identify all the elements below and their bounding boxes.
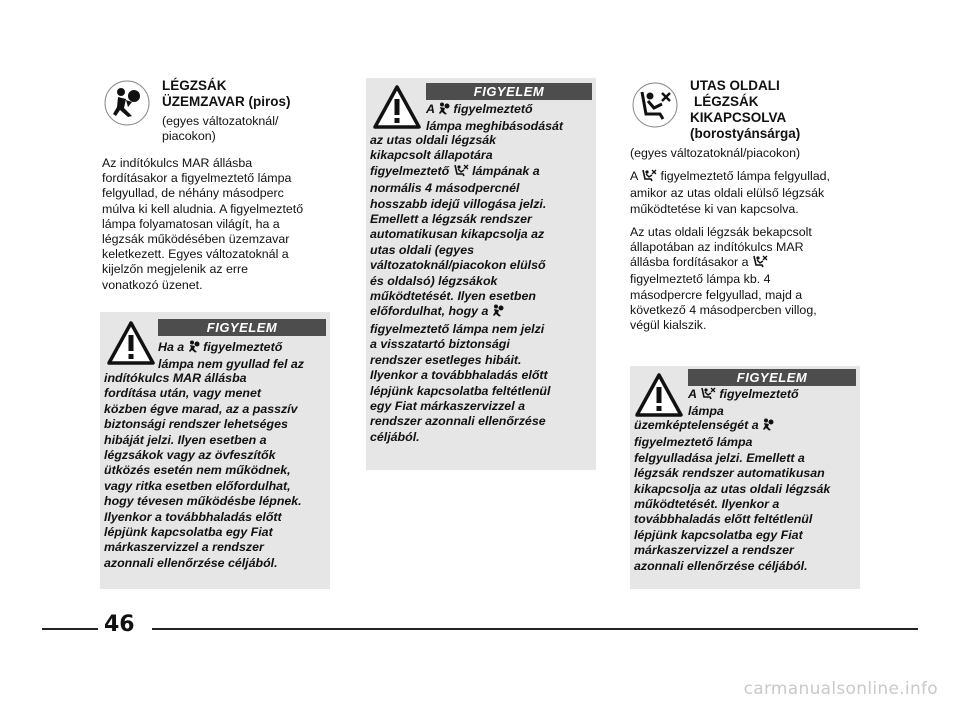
warning-line: ütközés esetén nem működnek,	[104, 463, 291, 478]
body-line: A	[630, 169, 638, 184]
warning-line: légzsák rendszer automatikusan	[634, 466, 825, 481]
warning-line: A	[426, 102, 435, 116]
warning-line: lámpának a	[472, 163, 540, 178]
warning-line: működtetését. Ilyenkor a	[634, 497, 780, 512]
warning-line: lámpa nem gyullad fel az	[158, 357, 304, 372]
warning-line: lámpa	[688, 404, 724, 419]
warning-line: Ilyenkor a továbbhaladás előtt	[370, 368, 548, 383]
body-line: múlva ki kell aludnia. A figyelmeztető	[102, 201, 304, 216]
title-line: KIKAPCSOLVA	[690, 110, 787, 125]
warning-line: lámpa meghibásodását	[426, 119, 564, 134]
warning-text-continued	[104, 371, 328, 571]
body-line: működtetése ki van kapcsolva.	[630, 201, 799, 216]
warning-box-left	[100, 312, 330, 589]
warning-line: azonnali ellenőrzése céljából.	[104, 555, 278, 570]
warning-line: normális 4 másodpercnél	[370, 181, 520, 196]
warning-line: figyelmeztető	[370, 163, 450, 178]
warning-line: felgyulladása jelzi. Emellett a	[634, 450, 805, 465]
warning-header: FIGYELEM	[158, 319, 326, 336]
body-line: légzsák működésében üzemzavar	[102, 232, 290, 247]
airbag-failure-icon	[492, 304, 504, 321]
passenger-airbag-off-icon	[453, 164, 469, 181]
subtitle-line: piacokon)	[162, 129, 216, 144]
warning-triangle-icon	[106, 320, 156, 366]
warning-line: utas oldali (egyes	[370, 242, 474, 257]
title-line: LÉGZSÁK	[694, 94, 759, 109]
passenger-airbag-off-icon	[632, 82, 678, 128]
airbag-failure-icon	[188, 340, 200, 357]
airbag-failure-icon	[104, 80, 150, 126]
warning-line: céljából.	[370, 429, 420, 444]
body-line: Az indítókulcs MAR állásba	[102, 156, 253, 170]
warning-line: lépjünk kapcsolatba feltétlenül	[370, 383, 551, 398]
warning-line: rendszer azonnali ellenőrzése	[370, 414, 546, 429]
page-number: 46	[104, 612, 135, 637]
warning-line: Emellett a légzsák rendszer	[370, 212, 532, 227]
warning-text-continued	[634, 418, 858, 574]
warning-line: azonnali ellenőrzése céljából.	[634, 558, 808, 573]
body-line: figyelmeztető lámpa kb. 4	[630, 272, 771, 287]
warning-line: rendszer esetleges hibáit.	[370, 352, 522, 367]
warning-line: automatikusan kikapcsolja az	[370, 227, 545, 242]
warning-line: kikapcsolja az utas oldali légzsák	[634, 481, 831, 496]
warning-line: hibáját jelzi. Ilyen esetben a	[104, 432, 267, 447]
title-line: (borostyánsárga)	[690, 126, 801, 141]
body-line: állapotában az indítókulcs MAR	[630, 240, 804, 255]
body-line: másodpercre felgyullad, majd a	[630, 287, 803, 302]
warning-line: fordítása után, vagy menet	[104, 386, 261, 401]
body-line: figyelmeztető lámpa felgyullad,	[660, 169, 830, 184]
warning-line: márkaszervizzel a rendszer	[634, 543, 794, 558]
airbag-failure-body	[102, 156, 342, 293]
warning-text	[688, 387, 858, 420]
body-line: kijelzőn megjelenik az erre	[102, 262, 249, 277]
airbag-failure-subtitle	[162, 114, 278, 144]
warning-triangle-icon	[372, 84, 422, 130]
title-line: UTAS OLDALI	[690, 78, 780, 93]
warning-line: működtetését. Ilyen esetben	[370, 289, 536, 304]
warning-line: az utas oldali légzsák	[370, 133, 497, 147]
warning-text-continued	[370, 133, 594, 445]
warning-line: közben égve marad, az a passzív	[104, 401, 298, 416]
warning-line: vagy ritka esetben előfordulhat,	[104, 478, 291, 493]
warning-line: figyelmeztető lámpa nem jelzi	[370, 321, 545, 336]
warning-line: indítókulcs MAR állásba	[104, 371, 247, 385]
warning-header: FIGYELEM	[426, 83, 592, 100]
subtitle: (egyes változatoknál/piacokon)	[630, 146, 801, 160]
warning-line: változatoknál/piacokon elülső	[370, 258, 546, 273]
passenger-airbag-off-icon	[752, 255, 768, 272]
warning-line: lépjünk kapcsolatba egy Fiat	[634, 527, 803, 542]
body-line: keletkezett. Egyes változatoknál a	[102, 247, 289, 262]
warning-text	[158, 340, 328, 373]
warning-line: Ha a	[158, 340, 185, 354]
warning-triangle-icon	[634, 372, 684, 418]
body-line: lámpa folyamatosan világít, ha a	[102, 216, 280, 231]
airbag-failure-title	[162, 78, 291, 110]
body-line: vonatkozó üzenet.	[102, 277, 203, 292]
warning-line: a visszatartó biztonsági	[370, 337, 510, 352]
warning-line: figyelmeztető	[719, 387, 799, 401]
title-line: ÜZEMZAVAR	[162, 94, 245, 109]
warning-line: márkaszervizzel a rendszer	[104, 540, 264, 555]
warning-line: előfordulhat, hogy a	[370, 304, 489, 319]
airbag-failure-icon	[438, 102, 450, 119]
warning-line: hosszabb idejű villogása jelzi.	[370, 196, 547, 211]
warning-line: Ilyenkor a továbbhaladás előtt	[104, 509, 282, 524]
warning-line: lépjünk kapcsolatba egy Fiat	[104, 525, 273, 540]
warning-line: üzemképtelenségét a	[634, 418, 759, 432]
body-line: végül kialszik.	[630, 318, 707, 333]
passenger-airbag-off-icon	[641, 169, 657, 186]
warning-line: egy Fiat márkaszervizzel a	[370, 398, 525, 413]
warning-line: légzsákok vagy az övfeszítők	[104, 448, 276, 463]
passenger-airbag-off-icon	[700, 387, 716, 404]
body-line: amikor az utas oldali elülső légzsák	[630, 186, 825, 201]
title-color: (piros)	[248, 94, 291, 109]
airbag-failure-icon	[762, 418, 774, 435]
warning-header: FIGYELEM	[688, 369, 856, 386]
body-line: fordításakor a figyelmeztető lámpa	[102, 171, 292, 186]
title-line: LÉGZSÁK	[162, 78, 227, 93]
warning-line: és oldalsó) légzsákok	[370, 273, 498, 288]
warning-box-middle	[366, 78, 596, 470]
subtitle-line: (egyes változatoknál/	[162, 114, 279, 128]
warning-line: hogy tévesen működésbe lépnek.	[104, 494, 302, 509]
body-line: Az utas oldali légzsák bekapcsolt	[630, 224, 812, 239]
warning-line: A	[688, 387, 697, 401]
warning-line: kikapcsolt állapotára	[370, 148, 493, 163]
warning-line: figyelmeztető lámpa	[634, 435, 753, 450]
warning-line: továbbhaladás előtt feltétlenül	[634, 512, 813, 527]
footer-rule-left	[42, 628, 98, 630]
body-line: következő 4 másodpercben villog,	[630, 302, 817, 317]
warning-line: figyelmeztető	[453, 102, 533, 116]
warning-text	[426, 102, 594, 135]
warning-line: biztonsági rendszer lehetséges	[104, 417, 288, 432]
body-line: felgyullad, de néhány másodperc	[102, 186, 284, 201]
warning-box-right	[630, 366, 860, 589]
passenger-airbag-off-body	[630, 146, 870, 341]
footer-rule-right	[152, 628, 918, 630]
body-line: állásba fordításakor a	[630, 255, 749, 270]
watermark: carmanualsonline.info	[743, 679, 938, 699]
warning-line: figyelmeztető	[203, 340, 283, 354]
passenger-airbag-off-title	[690, 78, 800, 142]
